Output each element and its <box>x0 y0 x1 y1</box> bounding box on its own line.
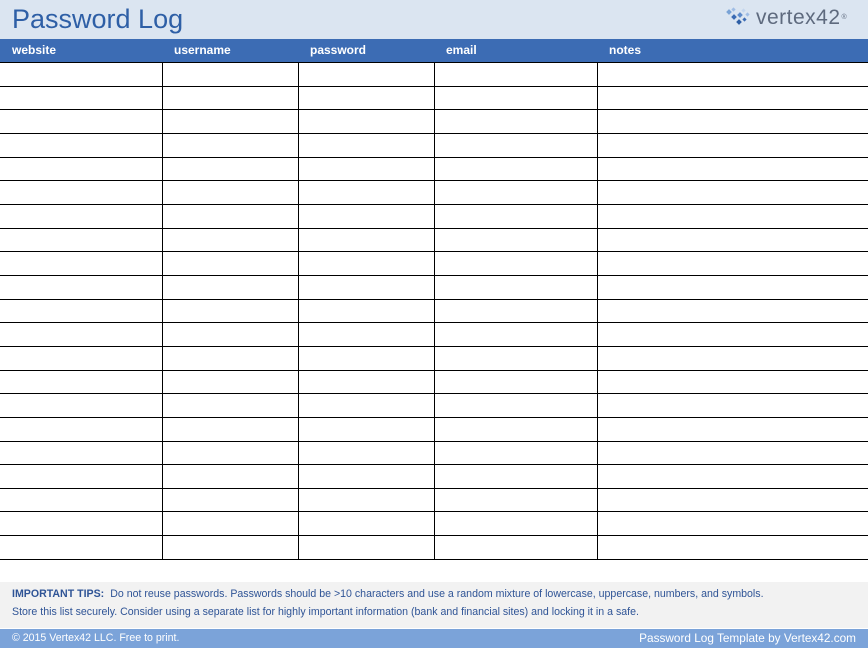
cell-email[interactable] <box>434 299 597 323</box>
cell-notes[interactable] <box>597 417 868 441</box>
cell-notes[interactable] <box>597 465 868 489</box>
table-row <box>0 63 868 87</box>
cell-website[interactable] <box>0 133 162 157</box>
cell-website[interactable] <box>0 370 162 394</box>
cell-password[interactable] <box>298 228 434 252</box>
cell-username[interactable] <box>162 394 298 418</box>
cell-username[interactable] <box>162 157 298 181</box>
cell-website[interactable] <box>0 181 162 205</box>
table-row <box>0 86 868 110</box>
cell-notes[interactable] <box>597 252 868 276</box>
important-tips-box <box>0 582 868 628</box>
cell-notes[interactable] <box>597 133 868 157</box>
cell-username[interactable] <box>162 346 298 370</box>
cell-notes[interactable] <box>597 110 868 134</box>
cell-website[interactable] <box>0 228 162 252</box>
logo-wordmark: vertex42 <box>756 6 841 29</box>
table-row <box>0 346 868 370</box>
cell-password[interactable] <box>298 417 434 441</box>
cell-password[interactable] <box>298 63 434 87</box>
cell-username[interactable] <box>162 512 298 536</box>
table-row <box>0 133 868 157</box>
cell-notes[interactable] <box>597 86 868 110</box>
table-row <box>0 228 868 252</box>
cell-email[interactable] <box>434 441 597 465</box>
tips-label: IMPORTANT TIPS: <box>12 588 105 600</box>
cell-notes[interactable] <box>597 181 868 205</box>
cell-notes[interactable] <box>597 63 868 87</box>
table-row <box>0 181 868 205</box>
table-row <box>0 204 868 228</box>
cell-password[interactable] <box>298 488 434 512</box>
cell-website[interactable] <box>0 441 162 465</box>
cell-username[interactable] <box>162 63 298 87</box>
cell-password[interactable] <box>298 299 434 323</box>
cell-username[interactable] <box>162 110 298 134</box>
tip-text-1: Do not reuse passwords. Passwords should be >10 characters and use a random mixture of lowercase, uppercase, numbers, and symbols. <box>110 588 764 600</box>
cell-username[interactable] <box>162 86 298 110</box>
cell-notes[interactable] <box>597 441 868 465</box>
column-header-notes: notes <box>597 39 868 63</box>
cell-password[interactable] <box>298 512 434 536</box>
cell-password[interactable] <box>298 181 434 205</box>
cell-notes[interactable] <box>597 204 868 228</box>
page-footer <box>0 629 868 648</box>
cell-password[interactable] <box>298 465 434 489</box>
vertex42-logo <box>726 6 847 30</box>
cell-password[interactable] <box>298 157 434 181</box>
cell-website[interactable] <box>0 299 162 323</box>
cell-password[interactable] <box>298 441 434 465</box>
cell-password[interactable] <box>298 204 434 228</box>
footer-template-link[interactable]: Password Log Template by Vertex42.com <box>639 631 856 645</box>
cell-website[interactable] <box>0 86 162 110</box>
cell-website[interactable] <box>0 110 162 134</box>
cell-website[interactable] <box>0 394 162 418</box>
cell-password[interactable] <box>298 346 434 370</box>
cell-website[interactable] <box>0 346 162 370</box>
cell-password[interactable] <box>298 86 434 110</box>
table-row <box>0 465 868 489</box>
column-header-password: password <box>298 39 434 63</box>
table-row <box>0 488 868 512</box>
cell-website[interactable] <box>0 465 162 489</box>
table-row <box>0 441 868 465</box>
cell-username[interactable] <box>162 181 298 205</box>
cell-website[interactable] <box>0 275 162 299</box>
cell-website[interactable] <box>0 417 162 441</box>
cell-notes[interactable] <box>597 346 868 370</box>
tip-line-1 <box>12 588 764 600</box>
cell-email[interactable] <box>434 488 597 512</box>
cell-username[interactable] <box>162 252 298 276</box>
cell-username[interactable] <box>162 299 298 323</box>
cell-website[interactable] <box>0 63 162 87</box>
cell-email[interactable] <box>434 536 597 560</box>
tip-line-2: Store this list securely. Consider using a separate list for highly important information (bank and financial sites) and locking it in a safe. <box>12 606 639 618</box>
cell-notes[interactable] <box>597 275 868 299</box>
cell-username[interactable] <box>162 441 298 465</box>
page-header <box>0 0 868 39</box>
cell-password[interactable] <box>298 110 434 134</box>
cell-email[interactable] <box>434 512 597 536</box>
cell-password[interactable] <box>298 133 434 157</box>
table-row <box>0 417 868 441</box>
cell-website[interactable] <box>0 204 162 228</box>
cell-email[interactable] <box>434 110 597 134</box>
cell-email[interactable] <box>434 346 597 370</box>
cell-username[interactable] <box>162 465 298 489</box>
table-row <box>0 536 868 560</box>
cell-website[interactable] <box>0 323 162 347</box>
cell-email[interactable] <box>434 275 597 299</box>
cell-email[interactable] <box>434 417 597 441</box>
cell-password[interactable] <box>298 394 434 418</box>
cell-notes[interactable] <box>597 157 868 181</box>
cell-password[interactable] <box>298 275 434 299</box>
cell-password[interactable] <box>298 536 434 560</box>
cell-website[interactable] <box>0 488 162 512</box>
cell-notes[interactable] <box>597 512 868 536</box>
column-header-email: email <box>434 39 597 63</box>
page-title: Password Log <box>12 4 184 34</box>
table-header-row <box>0 39 868 63</box>
table-row <box>0 252 868 276</box>
column-header-website: website <box>0 39 162 63</box>
password-log-table <box>0 39 868 560</box>
cell-email[interactable] <box>434 323 597 347</box>
cell-notes[interactable] <box>597 299 868 323</box>
cell-username[interactable] <box>162 204 298 228</box>
cell-email[interactable] <box>434 465 597 489</box>
cell-website[interactable] <box>0 536 162 560</box>
table-row <box>0 512 868 536</box>
cell-email[interactable] <box>434 181 597 205</box>
cell-notes[interactable] <box>597 228 868 252</box>
cell-email[interactable] <box>434 204 597 228</box>
cell-website[interactable] <box>0 157 162 181</box>
cell-email[interactable] <box>434 228 597 252</box>
table-body <box>0 63 868 560</box>
cell-email[interactable] <box>434 86 597 110</box>
cell-notes[interactable] <box>597 536 868 560</box>
cell-notes[interactable] <box>597 394 868 418</box>
cell-email[interactable] <box>434 394 597 418</box>
vertex42-mark-icon <box>726 7 752 29</box>
cell-notes[interactable] <box>597 370 868 394</box>
cell-username[interactable] <box>162 536 298 560</box>
table-row <box>0 299 868 323</box>
table-row <box>0 157 868 181</box>
cell-email[interactable] <box>434 252 597 276</box>
cell-website[interactable] <box>0 512 162 536</box>
cell-notes[interactable] <box>597 488 868 512</box>
table-row <box>0 323 868 347</box>
cell-email[interactable] <box>434 157 597 181</box>
cell-username[interactable] <box>162 417 298 441</box>
table-row <box>0 370 868 394</box>
cell-email[interactable] <box>434 370 597 394</box>
cell-username[interactable] <box>162 133 298 157</box>
cell-username[interactable] <box>162 323 298 347</box>
cell-notes[interactable] <box>597 323 868 347</box>
cell-password[interactable] <box>298 370 434 394</box>
footer-copyright: © 2015 Vertex42 LLC. Free to print. <box>12 632 180 644</box>
cell-username[interactable] <box>162 228 298 252</box>
column-header-username: username <box>162 39 298 63</box>
cell-password[interactable] <box>298 323 434 347</box>
cell-username[interactable] <box>162 275 298 299</box>
cell-website[interactable] <box>0 252 162 276</box>
table-row <box>0 275 868 299</box>
cell-username[interactable] <box>162 488 298 512</box>
cell-password[interactable] <box>298 252 434 276</box>
cell-username[interactable] <box>162 370 298 394</box>
registered-mark: ® <box>841 14 847 21</box>
cell-email[interactable] <box>434 133 597 157</box>
table-row <box>0 110 868 134</box>
cell-email[interactable] <box>434 63 597 87</box>
table-row <box>0 394 868 418</box>
